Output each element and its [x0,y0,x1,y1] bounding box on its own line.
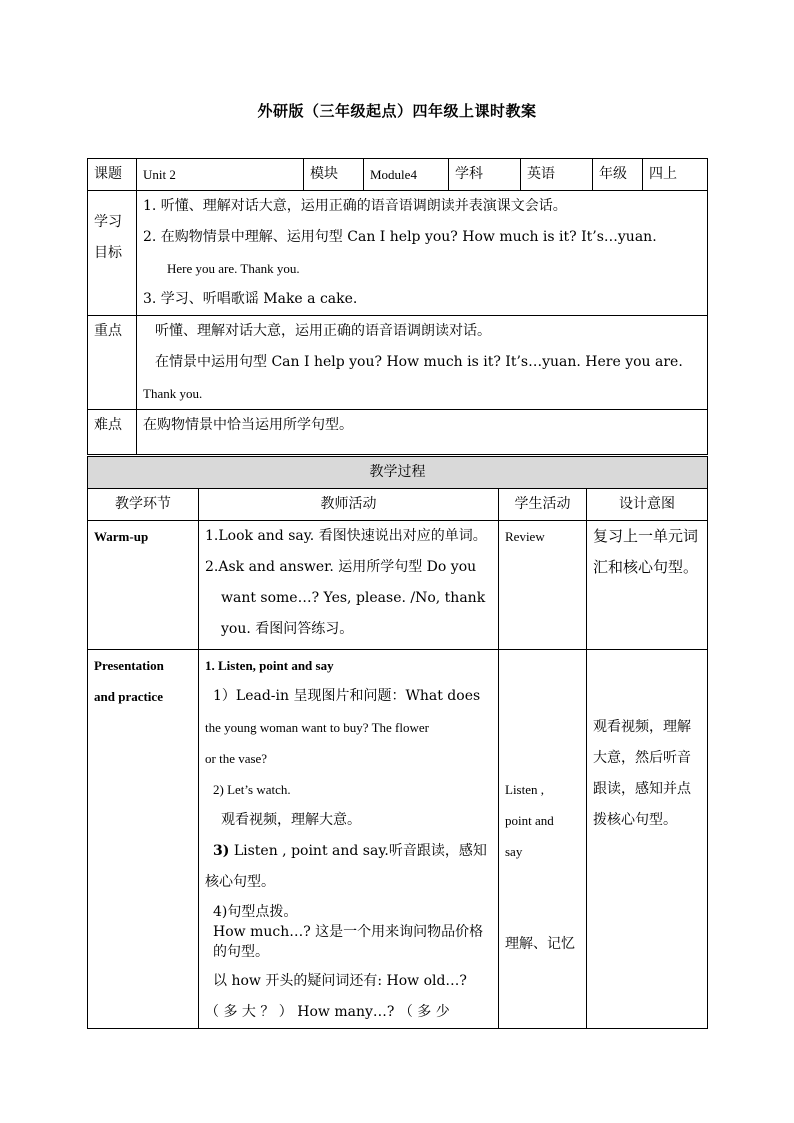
presentation-teacher-line-6: 观看视频，理解大意。 [221,812,361,828]
teaching-process-table [87,456,708,1029]
presentation-student [499,650,587,1029]
goal-item-3: 3. 学习、听唱歌谣 Make a cake. [143,291,358,307]
goal-item-1: 1. 听懂、理解对话大意，运用正确的语音语调朗读并表演课文会话。 [143,198,567,214]
presentation-stage-line-2: and practice [94,689,163,704]
presentation-teacher-line-5: 2) Let’s watch. [213,782,291,797]
warmup-teacher-line-4: you. 看图问答练习。 [221,621,354,637]
goals-label-line2: 目标 [94,245,122,261]
subject-label: 学科 [449,159,521,191]
subject-value: 英语 [521,159,593,191]
grade-value: 四上 [643,159,708,191]
col-intent-header: 设计意图 [587,489,708,521]
warmup-stage: Warm-up [88,521,199,650]
goals-content [137,191,708,316]
difficult-points-row [88,410,708,455]
presentation-teacher-line-4: or the vase? [205,751,268,766]
info-row [88,159,708,191]
lesson-info-table [87,158,708,455]
column-header-row [88,489,708,521]
key-point-line-3: Thank you. [143,386,203,401]
col-teacher-header: 教师活动 [199,489,499,521]
difficult-points-label: 难点 [88,410,137,455]
process-header: 教学过程 [88,457,708,489]
warmup-teacher-line-2: 2.Ask and answer. 运用所学句型 Do you [205,559,477,575]
col-stage-header: 教学环节 [88,489,199,521]
step-number: 3) [213,843,230,859]
warmup-teacher [199,521,499,650]
step-text: Listen , point and say.听音跟读，感知 [229,843,487,859]
warmup-row [88,521,708,650]
goal-item-2: 2. 在购物情景中理解、运用句型 Can I help you? How much is it? It’s…yuan. [143,229,657,245]
presentation-row [88,650,708,1029]
presentation-teacher-line-9: 4)句型点拨。 [213,904,298,920]
key-points-row [88,316,708,410]
presentation-teacher-line-12: （ 多 大 ？ ） How many…? （ 多 少 [205,1004,450,1020]
presentation-teacher-line-11: 以 how 开头的疑问词还有: How old…? [213,973,467,989]
presentation-intent [587,650,708,1029]
presentation-teacher-line-3: the young woman want to buy? The flower [205,720,429,735]
presentation-stage [88,650,199,1029]
presentation-student-line-4: 理解、记忆 [505,936,575,952]
process-header-row [88,457,708,489]
presentation-teacher-line-7 [205,836,492,867]
goal-item-2-cont: Here you are. Thank you. [167,261,300,276]
presentation-student-line-3: say [505,844,523,859]
presentation-student-line-2: point and [505,813,554,828]
module-value: Module4 [364,159,449,191]
grade-label: 年级 [593,159,643,191]
presentation-intent-text: 观看视频，理解大意，然后听音跟读，感知并点拨核心句型。 [593,719,691,828]
topic-label: 课题 [88,159,137,191]
warmup-teacher-line-1: 1.Look and say. 看图快速说出对应的单词。 [205,528,487,544]
col-student-header: 学生活动 [499,489,587,521]
presentation-stage-line-1: Presentation [94,658,164,673]
page-title: 外研版（三年级起点）四年级上课时教案 [257,102,537,120]
warmup-teacher-line-3: want some…? Yes, please. /No, thank [221,590,486,606]
module-label: 模块 [304,159,364,191]
key-point-line-1: 听懂、理解对话大意，运用正确的语音语调朗读对话。 [155,323,491,339]
presentation-teacher [199,650,499,1029]
key-point-line-2: 在情景中运用句型 Can I help you? How much is it? It’s…yuan. Here you are. [155,354,683,370]
difficult-points-content: 在购物情景中恰当运用所学句型。 [137,410,708,455]
topic-value: Unit 2 [137,159,304,191]
key-points-content [137,316,708,410]
goals-label [88,191,137,316]
warmup-intent: 复习上一单元词汇和核心句型。 [587,521,708,650]
warmup-student: Review [499,521,587,650]
presentation-teacher-line-10: How much…? 这是一个用来询问物品价格的句型。 [213,924,484,960]
goals-row [88,191,708,316]
goals-label-line1: 学习 [94,214,122,230]
presentation-teacher-line-8: 核心句型。 [205,874,275,890]
key-points-label: 重点 [88,316,137,410]
presentation-teacher-line-1: 1. Listen, point and say [205,658,334,673]
presentation-student-line-1: Listen , [505,782,544,797]
presentation-teacher-line-2: 1）Lead-in 呈现图片和问题：What does [213,688,481,704]
